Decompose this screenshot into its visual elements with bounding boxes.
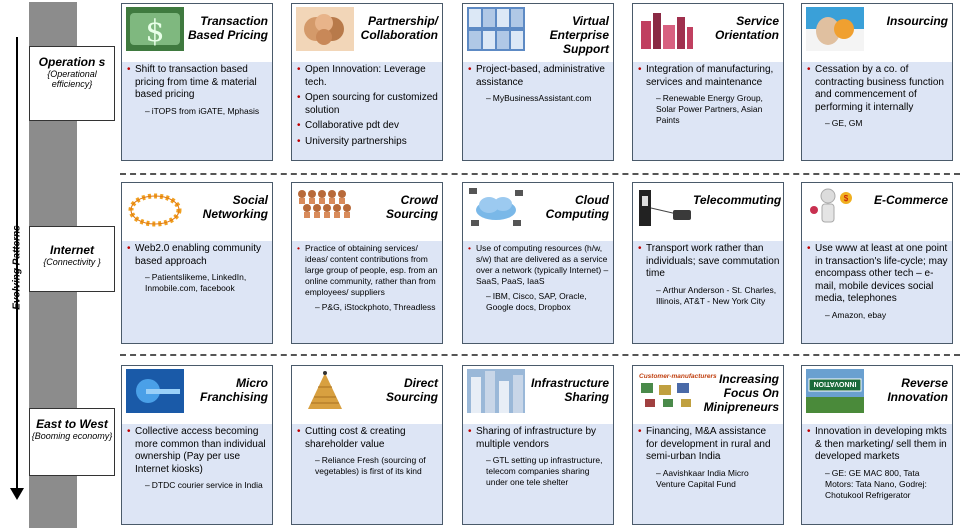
shopping-figure-icon xyxy=(806,186,864,230)
factory-icon xyxy=(637,7,695,51)
card-title: Increasing Focus On Minipreneurs xyxy=(703,372,779,414)
svg-text:$: $ xyxy=(145,14,165,49)
row-separator xyxy=(120,354,960,356)
card-title: Social Networking xyxy=(202,193,268,221)
row-label-operations xyxy=(29,46,115,121)
cable-icon xyxy=(126,369,184,413)
row-subtitle: {Connectivity } xyxy=(43,257,101,267)
card-direct-sourcing xyxy=(291,365,443,525)
card-bullet: • Sharing of infrastructure by multiple vendors xyxy=(468,426,610,451)
card-example: – GE, GM xyxy=(807,118,949,129)
brain-icon xyxy=(806,7,864,51)
axis-label: Evolving Patterns xyxy=(11,225,23,310)
card-transaction-based-pricing xyxy=(121,3,273,161)
card-title: Direct Sourcing xyxy=(385,376,438,404)
row-label-east-to-west xyxy=(29,408,115,476)
card-example: – Arthur Anderson - St. Charles, Illinois, AT&T - New York City xyxy=(638,285,780,307)
card-e-commerce xyxy=(801,182,953,344)
dollar-icon xyxy=(126,7,184,51)
customer-manufacturers-icon xyxy=(637,369,717,413)
card-title: Virtual Enterprise Support xyxy=(549,14,609,56)
card-title: Service Orientation xyxy=(714,14,779,42)
card-example: – Amazon, ebay xyxy=(807,310,949,321)
card-bullet: • Project-based, administrative assistance xyxy=(468,64,610,89)
card-example: – DTDC courier service in India xyxy=(127,480,269,491)
card-service-orientation xyxy=(632,3,784,161)
card-micro-franchising xyxy=(121,365,273,525)
card-cloud-computing xyxy=(462,182,614,344)
card-example: – IBM, Cisco, SAP, Oracle, Google docs, Dropbox xyxy=(468,291,610,313)
row-subtitle: {Operational efficiency} xyxy=(47,69,97,89)
card-bullet: • Innovation in developing mkts & then marketing/ sell them in developed markets xyxy=(807,426,949,464)
card-title: Cloud Computing xyxy=(545,193,609,221)
image-text: INNOVATION xyxy=(813,380,857,387)
image-text: Customer-manufacturers xyxy=(639,373,717,380)
card-title: E-Commerce xyxy=(873,193,948,207)
card-example: – MyBusinessAssistant.com xyxy=(468,93,610,104)
card-bullet: • Use of computing resources (h/w, s/w) that are delivered as a service over a network (typically Internet) – SaaS, PaaS, IaaS xyxy=(468,243,610,287)
network-circle-icon xyxy=(126,186,184,230)
card-bullet: • Practice of obtaining services/ ideas/ content contributions from large group of people, esp. from an online community, rather than from employees/ suppliers xyxy=(297,243,439,298)
handshake-icon xyxy=(296,7,354,51)
card-example: – GTL setting up infrastructure, telecom companies sharing under one tele shelter xyxy=(468,455,610,488)
innovation-sign-icon xyxy=(806,369,864,413)
card-example: – iTOPS from iGATE, Mphasis xyxy=(127,106,269,117)
card-minipreneurs xyxy=(632,365,784,525)
card-bullet: • Shift to transaction based pricing from time & material based pricing xyxy=(127,64,269,102)
card-telecommuting xyxy=(632,182,784,344)
card-bullet: • Financing, M&A assistance for development in rural and semi-urban India xyxy=(638,426,780,464)
card-example: – Renewable Energy Group, Solar Power Partners, Asian Paints xyxy=(638,93,780,126)
card-crowd-sourcing xyxy=(291,182,443,344)
row-title: East to West xyxy=(36,417,108,431)
svg-text:$: $ xyxy=(843,194,849,203)
card-title: Reverse Innovation xyxy=(887,376,948,404)
card-bullet: • Use www at least at one point in transaction's life-cycle; may encompass other tech – e-mail, mobile devices social media, telephones xyxy=(807,243,949,306)
card-bullet: • Transport work rather than individuals; save commutation time xyxy=(638,243,780,281)
crowd-icon xyxy=(296,186,354,230)
row-subtitle: {Booming economy} xyxy=(31,431,113,441)
card-example: – Patientslikeme, LinkedIn, Inmobile.com, facebook xyxy=(127,272,269,294)
card-social-networking xyxy=(121,182,273,344)
card-bullet: • Open sourcing for customized solution xyxy=(297,92,439,117)
card-bullet: • Cessation by a co. of contracting business function and commencement of performing it internally xyxy=(807,64,949,114)
card-bullet: • Open Innovation: Leverage tech. xyxy=(297,64,439,89)
card-virtual-enterprise-support xyxy=(462,3,614,161)
row-title: Operation s xyxy=(38,55,106,69)
card-bullet: • Cutting cost & creating shareholder value xyxy=(297,426,439,451)
card-title: Insourcing xyxy=(886,14,948,28)
card-title: Transaction Based Pricing xyxy=(187,14,268,42)
card-example: – Aavishkaar India Micro Venture Capital Fund xyxy=(638,468,780,490)
cloud-icon xyxy=(467,186,525,230)
card-insourcing xyxy=(801,3,953,161)
towers-icon xyxy=(467,369,525,413)
card-title: Micro Franchising xyxy=(199,376,268,404)
evolving-arrow-head xyxy=(10,488,24,500)
row-separator xyxy=(120,173,960,175)
card-bullet: • University partnerships xyxy=(297,136,439,149)
card-example: – Reliance Fresh (sourcing of vegetables) is first of its kind xyxy=(297,455,439,477)
card-partnership-collaboration xyxy=(291,3,443,161)
card-title: Crowd Sourcing xyxy=(385,193,438,221)
row-title: Internet xyxy=(49,243,94,257)
card-infrastructure-sharing xyxy=(462,365,614,525)
people-icon xyxy=(467,7,525,51)
card-example: – GE: GE MAC 800, Tata Motors: Tata Nano, Godrej: Chotukool Refrigerator xyxy=(807,468,949,501)
card-title: Telecommuting xyxy=(693,193,782,207)
card-bullet: • Collective access becoming more common than individual ownership (Pay per use Internet kiosks) xyxy=(127,426,269,476)
card-title: Partnership/ Collaboration xyxy=(360,14,438,42)
beehive-icon xyxy=(296,369,354,413)
card-bullet: • Collaborative pdt dev xyxy=(297,120,439,133)
card-bullet: • Web2.0 enabling community based approach xyxy=(127,243,269,268)
card-title: Infrastructure Sharing xyxy=(530,376,609,404)
card-example: – P&G, iStockphoto, Threadless xyxy=(297,302,439,313)
telephone-icon xyxy=(637,186,695,230)
card-bullet: • Integration of manufacturing, services and maintenance xyxy=(638,64,780,89)
row-label-internet xyxy=(29,226,115,292)
card-reverse-innovation xyxy=(801,365,953,525)
